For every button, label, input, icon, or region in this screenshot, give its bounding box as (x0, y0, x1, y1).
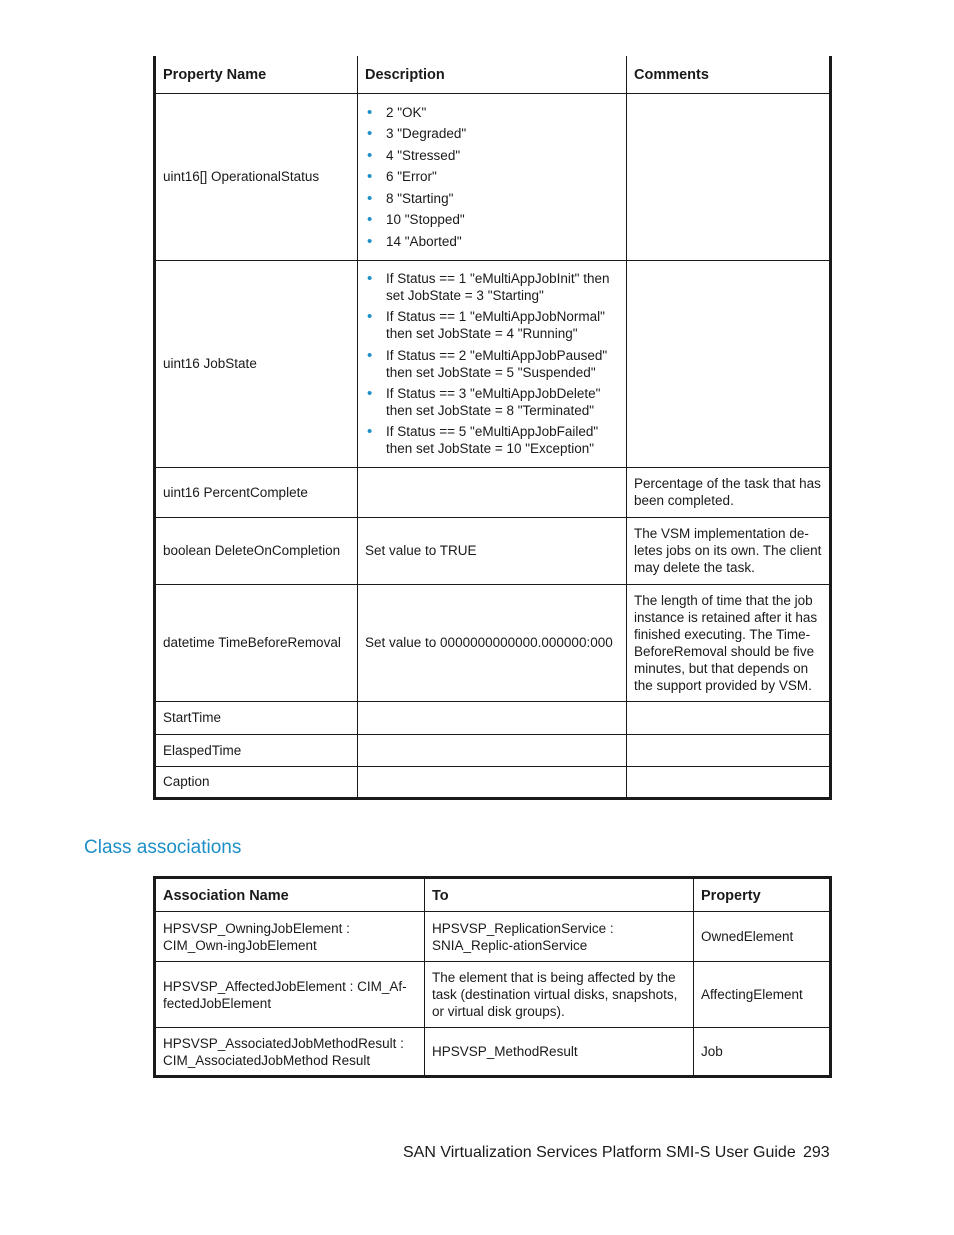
page-number: 293 (803, 1144, 830, 1161)
property-description (358, 260, 627, 467)
list-item: • 8 "Starting" (365, 190, 619, 207)
table-header-row (155, 56, 831, 93)
property-comment (627, 701, 831, 734)
property-description (358, 93, 627, 260)
list-item: • 10 "Stopped" (365, 211, 619, 228)
table-row (155, 734, 831, 766)
property-name: uint16 PercentComplete (155, 467, 358, 517)
table-row (155, 517, 831, 584)
association-to: HPSVSP_MethodResult (425, 1028, 694, 1077)
property-description (358, 734, 627, 766)
table-row (155, 701, 831, 734)
list-item: • 3 "Degraded" (365, 125, 619, 142)
column-header: Association Name (155, 878, 425, 912)
property-name: Caption (155, 766, 358, 798)
table-row (155, 766, 831, 798)
section-title: Class associations (84, 837, 242, 858)
association-to: The element that is being affected by the task (destination virtual disks, snapshots, or virtual disk groups). (425, 962, 694, 1028)
table-row (155, 962, 831, 1028)
property-description: Set value to 0000000000000.000000:000 (358, 584, 627, 701)
property-comment: The length of time that the job instance is retained after it has finished executing. The Time-BeforeRemoval should be five minutes, but that depends on the support provided by VSM. (627, 584, 831, 701)
list-item: • If Status == 5 "eMultiAppJobFailed" then set JobState = 10 "Exception" (365, 423, 619, 457)
list-item: • 4 "Stressed" (365, 147, 619, 164)
property-name: ElaspedTime (155, 734, 358, 766)
property-name: uint16 JobState (155, 260, 358, 467)
list-item: • 6 "Error" (365, 168, 619, 185)
table-row (155, 584, 831, 701)
list-item: • If Status == 3 "eMultiAppJobDelete" then set JobState = 8 "Terminated" (365, 385, 619, 419)
table-row (155, 912, 831, 962)
table-row (155, 93, 831, 260)
table-row (155, 467, 831, 517)
property-name: datetime TimeBeforeRemoval (155, 584, 358, 701)
association-name: HPSVSP_AssociatedJobMethodResult : CIM_AssociatedJobMethod Result (155, 1028, 425, 1077)
column-header: Description (358, 56, 627, 93)
association-name: HPSVSP_OwningJobElement : CIM_Own-ingJobElement (155, 912, 425, 962)
list-item: • If Status == 1 "eMultiAppJobInit" then set JobState = 3 "Starting" (365, 270, 619, 304)
list-item: • If Status == 1 "eMultiAppJobNormal" then set JobState = 4 "Running" (365, 308, 619, 342)
jobstate-mapping-list (365, 270, 619, 458)
property-comment: Percentage of the task that has been completed. (627, 467, 831, 517)
association-property: OwnedElement (694, 912, 831, 962)
property-description (358, 467, 627, 517)
property-comment (627, 260, 831, 467)
association-property: AffectingElement (694, 962, 831, 1028)
table-row (155, 1028, 831, 1077)
properties-table (153, 56, 832, 800)
footer-title: SAN Virtualization Services Platform SMI-S User Guide (403, 1144, 796, 1161)
status-value-list (365, 104, 619, 250)
association-property: Job (694, 1028, 831, 1077)
associations-table (153, 876, 832, 1078)
property-description (358, 701, 627, 734)
property-name: uint16[] OperationalStatus (155, 93, 358, 260)
association-to: HPSVSP_ReplicationService : SNIA_Replic-ationService (425, 912, 694, 962)
property-name: boolean DeleteOnCompletion (155, 517, 358, 584)
property-description: Set value to TRUE (358, 517, 627, 584)
property-description (358, 766, 627, 798)
property-comment (627, 93, 831, 260)
column-header: Property Name (155, 56, 358, 93)
list-item: • 14 "Aborted" (365, 233, 619, 250)
column-header: Property (694, 878, 831, 912)
property-comment (627, 734, 831, 766)
table-header-row (155, 878, 831, 912)
list-item: • 2 "OK" (365, 104, 619, 121)
association-name: HPSVSP_AffectedJobElement : CIM_Af-fectedJobElement (155, 962, 425, 1028)
property-comment (627, 766, 831, 798)
property-name: StartTime (155, 701, 358, 734)
table-row (155, 260, 831, 467)
page-footer (403, 1143, 830, 1163)
list-item: • If Status == 2 "eMultiAppJobPaused" then set JobState = 5 "Suspended" (365, 347, 619, 381)
property-comment: The VSM implementation de-letes jobs on its own. The client may delete the task. (627, 517, 831, 584)
column-header: To (425, 878, 694, 912)
column-header: Comments (627, 56, 831, 93)
